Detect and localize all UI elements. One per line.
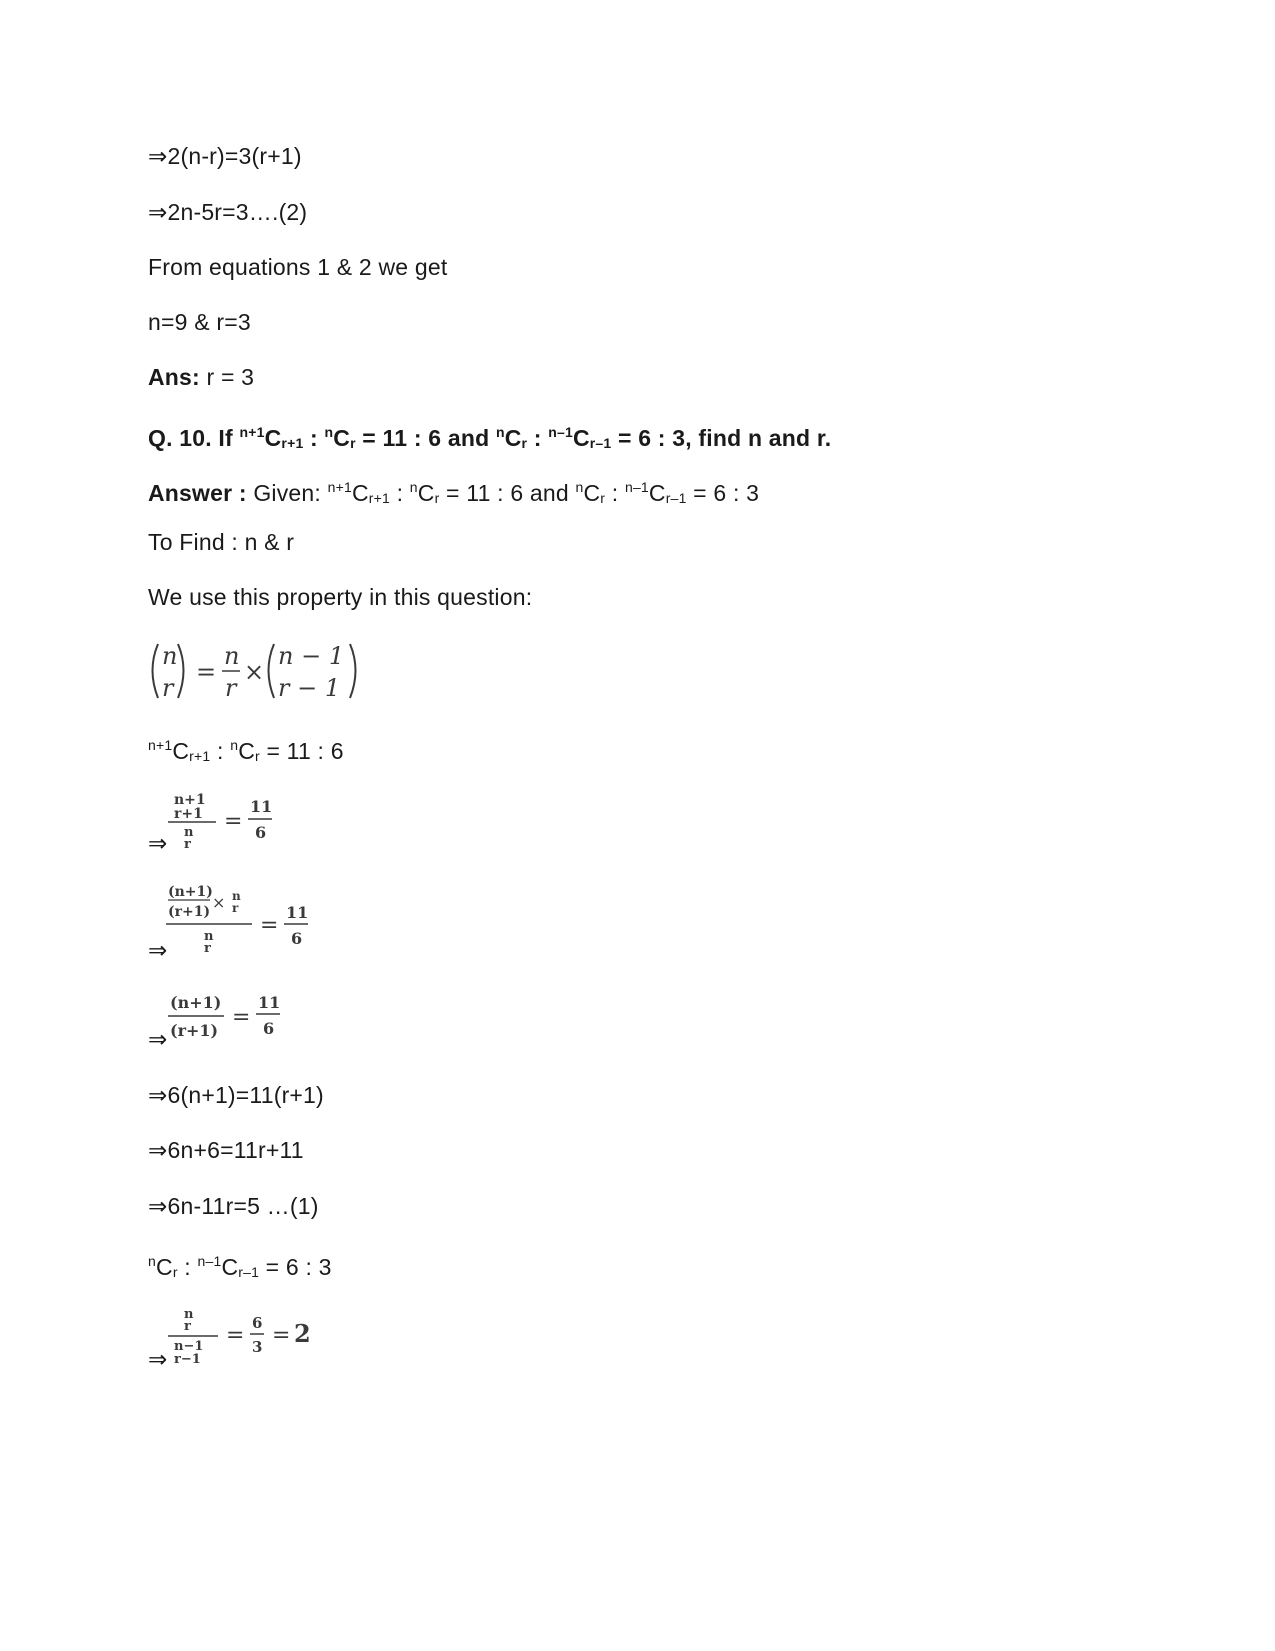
text: = 6 : 3 (259, 1254, 332, 1280)
formula-text: = (272, 1323, 291, 1348)
formula-text: = (226, 1323, 245, 1348)
combination-c: C (333, 425, 351, 451)
formula-text: n (204, 929, 214, 944)
sub: r–1 (665, 490, 687, 506)
to-find-line: To Find : n & r (148, 529, 295, 555)
text: = 11 : 6 and (355, 425, 496, 451)
sub: r (255, 748, 260, 764)
step-line: ⇒6n+6=11r+11 (148, 1137, 304, 1163)
combination-c: C (264, 425, 282, 451)
text: = 6 : 3 (686, 480, 760, 506)
paren (153, 644, 159, 698)
implies-arrow: ⇒ (148, 1026, 168, 1052)
combination-c: C (504, 425, 522, 451)
text: : (177, 1254, 198, 1280)
sub: r–1 (238, 1264, 260, 1280)
combination-c: C (583, 480, 601, 506)
step-line: ⇒6n-11r=5 …(1) (148, 1193, 319, 1219)
sub: r (350, 435, 356, 451)
sub: r (172, 1264, 178, 1280)
formula-text: r (162, 674, 174, 702)
step-line: ⇒2n-5r=3….(2) (148, 199, 308, 225)
formula-text: (r+1) (170, 1021, 219, 1040)
formula-text: × (212, 893, 226, 912)
answer-line (148, 363, 254, 391)
sub: r+1 (189, 748, 211, 764)
text: : (605, 480, 625, 506)
combination-c: C (351, 480, 369, 506)
formula-text: 6 (263, 1019, 275, 1038)
formula-text: r (184, 837, 191, 852)
formula-text: 11 (250, 797, 273, 816)
implies-arrow: ⇒ (148, 1346, 168, 1372)
sup: n (409, 479, 418, 495)
combination-c: C (172, 738, 190, 764)
formula-text: r (204, 941, 211, 956)
formula-text: × (244, 658, 265, 686)
formula-text: n (184, 1307, 194, 1322)
combination-c: C (648, 480, 666, 506)
step-line: ⇒2(n-r)=3(r+1) (148, 143, 302, 169)
sup: n+1 (239, 424, 265, 440)
implies-arrow: ⇒ (148, 830, 168, 856)
text: = 11 : 6 (259, 738, 344, 764)
formula-text: n+1 (174, 792, 206, 808)
answer-label: Ans: (148, 364, 200, 390)
formula-text: n (162, 642, 178, 670)
formula-text: n−1 (174, 1339, 204, 1354)
formula-text: n − 1 (278, 642, 345, 670)
formula-text: 2 (294, 1319, 311, 1348)
sub: r (434, 490, 440, 506)
formula-text: n (232, 889, 241, 903)
fraction-step-4 (166, 1302, 326, 1372)
fraction-step-2 (166, 878, 326, 962)
formula-text: r − 1 (278, 674, 341, 702)
formula-text: 6 (291, 929, 303, 948)
answer-heading: Answer : (148, 480, 247, 506)
answer-given-line (148, 473, 759, 512)
sub: r–1 (589, 435, 612, 451)
formula-text: (r+1) (168, 904, 211, 920)
question-heading (148, 418, 831, 457)
sup: n+1 (148, 737, 173, 753)
text: : (210, 738, 231, 764)
paren (269, 644, 275, 698)
formula-text: 11 (286, 903, 309, 922)
formula-text: = (196, 658, 217, 686)
sup: n–1 (548, 424, 573, 440)
text: : (303, 425, 325, 451)
formula-text: r−1 (174, 1352, 201, 1367)
property-formula (148, 640, 378, 706)
combination-c: C (417, 480, 435, 506)
formula-text: = (232, 1005, 251, 1030)
ratio-line (148, 1247, 332, 1286)
answer-value: r = 3 (199, 364, 255, 390)
sup: n (324, 424, 334, 440)
formula-text: n (224, 642, 240, 670)
formula-text: 11 (258, 993, 281, 1012)
sub: r (600, 490, 606, 506)
combination-c: C (238, 738, 255, 764)
sup: n (230, 737, 239, 753)
formula-text: 6 (255, 823, 267, 842)
sub: r+1 (368, 490, 390, 506)
paren (350, 644, 356, 698)
formula-text: (n+1) (170, 993, 222, 1012)
formula-text: (n+1) (168, 884, 213, 900)
text-line: From equations 1 & 2 we get (148, 254, 448, 280)
text: : (527, 425, 549, 451)
implies-arrow: ⇒ (148, 937, 168, 963)
combination-c: C (221, 1254, 239, 1280)
fraction-step-1 (166, 786, 286, 856)
combination-c: C (156, 1254, 173, 1280)
sup: n–1 (197, 1253, 222, 1269)
formula-text: = (224, 809, 243, 834)
text: : (390, 480, 410, 506)
formula-text: 3 (252, 1338, 263, 1356)
sub: r (521, 435, 528, 451)
formula-text: r+1 (174, 806, 203, 822)
text-line: n=9 & r=3 (148, 309, 251, 335)
paren (178, 644, 184, 698)
formula-text: n (184, 825, 194, 840)
ratio-line (148, 731, 344, 770)
step-line: ⇒6(n+1)=11(r+1) (148, 1082, 324, 1108)
property-intro: We use this property in this question: (148, 584, 533, 610)
question-prefix: Q. 10. If (148, 425, 240, 451)
sup: n (148, 1253, 156, 1269)
sup: n (495, 424, 505, 440)
formula-text: r (184, 1319, 191, 1334)
text: Given: (246, 480, 328, 506)
sup: n (575, 479, 584, 495)
question-suffix: = 6 : 3, find n and r. (611, 425, 832, 451)
combination-c: C (572, 425, 590, 451)
sup: n–1 (624, 479, 649, 495)
formula-text: r (225, 674, 237, 702)
sub: r+1 (281, 435, 304, 451)
sup: n+1 (327, 479, 352, 495)
formula-text: = (260, 913, 279, 938)
text: = 11 : 6 and (439, 480, 576, 506)
fraction-step-3 (166, 986, 296, 1052)
formula-text: r (232, 901, 239, 915)
formula-text: 6 (252, 1314, 263, 1332)
